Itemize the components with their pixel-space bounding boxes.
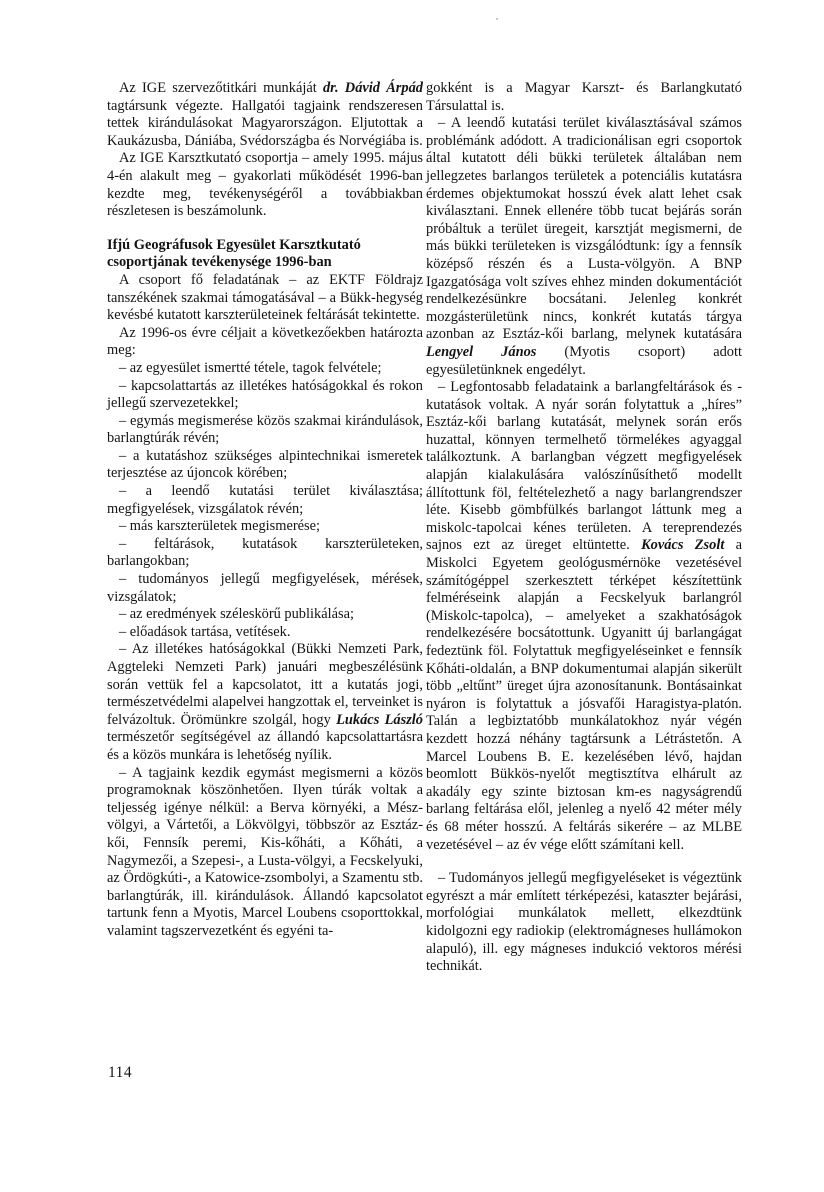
person-name: Kovács Zsolt <box>641 537 725 554</box>
section-heading: Ifjú Geográfusok Egyesület Karsztkutató csoportjának tevékenysége 1996-ban <box>107 236 361 271</box>
paragraph <box>107 80 423 150</box>
paragraph: Az 1996-os évre céljait a következőekben határozta meg: <box>107 324 423 359</box>
person-name: Lengyel János <box>426 343 537 360</box>
text-run: – A leendő kutatási terület kiválasztásával számos problémánk adódott. A tradicionálisan egri csoportok által kutatott déli bükki területek általában nem jellegzetes barlangos területek a potenciális kutatásra érdemes objektumokat hosszú évek alatt lehet csak kiválasztani. Ennek ellenére több tucat bejárás során próbáltuk a terület üregeit, karsztját megismerni, de más bükki területeken is vizsgálódtunk: így a fennsík középső részén és a Lusta-völgyön. A BNP Igazgatósága volt szíves ehhez minden dokumentációt rendelkezésünkre bocsátani. Jelenleg konkrét mozgásterületünk nincs, konkrét kutatás tárgya azonban az Esztáz-kői barlang, melynek kutatására <box>426 115 742 343</box>
scan-speck <box>496 18 498 20</box>
paragraph: gokként is a Magyar Karszt- és Barlangkutató Társulattal is. <box>426 80 742 114</box>
text-run: (Myotis csoport) adott egyesületünknek engedélyt. <box>426 343 742 378</box>
paragraph: Az IGE Karsztkutató csoportja – amely 1995. május 4-én alakult meg – gyakorlati működését 1996-ban kezdte meg, tevékenységéről a továbbiakban részletesen is beszámolunk. <box>107 150 423 220</box>
paragraph: A csoport fő feladatának – az EKTF Földrajz tanszékének szakmai támogatásával – a Bükk-hegység kevésbé kutatott karszterületeinek feltárását tekintette. <box>107 271 423 324</box>
person-name: Lukács László <box>336 711 424 728</box>
paragraph <box>426 115 742 379</box>
text-run: tagtársunk végezte. Hallgatói tagjaink rendszeresen tettek kirándulásokat Magyarországon. Eljutottak a Kaukázusba, Dániába, Svédországba és Norvégiába is. <box>107 97 423 149</box>
list-item: – a leendő kutatási terület kiválasztása; megfigyelések, vizsgálatok révén; <box>107 483 423 517</box>
text-run: Az IGE szervezőtitkári munkáját <box>119 80 323 96</box>
list-item: – más karszterületek megismerése; <box>119 518 320 535</box>
text-run: – Az illetékes hatóságokkal (Bükki Nemzeti Park, Aggteleki Nemzeti Park) januári megbeszélésünk során vettük fel a kapcsolatot, itt a kutatás jogi, természetvédelmi alapelvei hangzottak el, terveinket is felvázoltuk. Örömünkre szolgál, hogy <box>107 641 423 728</box>
goal-list <box>107 360 423 642</box>
list-item: – egymás megismerése közös szakmai kirándulások, barlangtúrák révén; <box>107 412 423 447</box>
right-column <box>426 80 742 976</box>
left-column <box>107 80 423 941</box>
text-run: – Legfontosabb feladataink a barlangfeltárások és -kutatások voltak. A nyár során folytattuk a „híres” Esztáz-kői barlang kutatását, melynek során erős huzattal, könnyen termelhető törmelékes agyaggal találkoztunk. A barlangban végzett megfigyelések alapján kialakulására valószínűsíthető modellt állítottunk föl, feltételezhető a nagy barlangrendszer léte. Kisebb gömbfülkés barlangot láttunk meg a miskolc-tapolcai kénes területen. A tereprendezés sajnos ezt az üreget eltüntette. <box>426 379 742 554</box>
paragraph: – Tudományos jellegű megfigyeléseket is végeztünk egyrészt a már említett térképezési, kataszter bejárási, morfológiai munkálatok mellett, elkezdtünk kidolgozni egy radiokip (elektromágneses hullámokon alapuló), ill. egy mágneses indukció vektoros mérési technikát. <box>426 870 742 975</box>
list-item: – feltárások, kutatások karszterületeken, barlangokban; <box>107 535 423 570</box>
person-name: dr. Dávid Árpád <box>322 80 423 96</box>
paragraph: – A tagjaink kezdik egymást megismerni a közös programoknak köszönhetően. Ilyen túrák voltak a teljesség igénye nélkül: a Berva környéki, a Mész-völgyi, a Vártetői, a Lökvölgyi, többször az Esztáz-kői, Fennsík peremi, Kis-kőháti, a Kőháti, a Nagymezői, a Szepesi-, a Lusta-völgyi, a Fecskelyuki, az Ördögkúti-, a Katowice-zsombolyi, a Szamentu stb. barlangtúrák, ill. kirándulások. Állandó kapcsolatot tartunk fenn a Myotis, Marcel Loubens csoporttokkal, valamint tagszervezetként és egyéni ta- <box>107 764 423 939</box>
page-number: 114 <box>108 1064 133 1081</box>
paragraph <box>107 641 423 764</box>
paragraph <box>426 379 742 854</box>
text-run: természetőr segítségével az állandó kapcsolattartásra és a közös munkára is lehetőség nyílik. <box>107 729 423 763</box>
list-item: – kapcsolattartás az illetékes hatóságokkal és rokon jellegű szervezetekkel; <box>107 377 423 412</box>
text-run: a Miskolci Egyetem geológusmérnöke vezetésével számítógéppel szerkesztett térképet készítettünk felméréseink alapján a Fecskelyuk barlangról (Miskolc-tapolca), – amelyeket a szakhatóságok rendelkezésére bocsátottunk. Ugyanitt új barlangágat fedeztünk föl. Folytattuk megfigyeléseinket e fennsík Kőháti-oldalán, a BNP dokumentumai alapján sikerült több „eltűnt” üreget újra azonosítanunk. Bontásainkat nyáron is folytattuk a jósvafői Haragistya-platón. Talán a legbiztatóbb munkálatokhoz nyár végén kezdett hozzá néhány tagtársunk a Létrástetőn. A Marcel Loubens B. E. kezelésében lévő, hajdan beomlott Bükkös-nyelőt megtisztítva elhárult az akadály egy szinte biztosan km-es nagyságrendű barlang feltárása elől, jelenleg a nyelő 42 méter mély és 68 méter hosszú. A feltárás sikerére – az MLBE vezetésével – az év vége előtt számítani kell. <box>426 537 743 853</box>
list-item: – az eredmények széleskörű publikálása; <box>119 606 354 623</box>
list-item: – tudományos jellegű megfigyelések, mérések, vizsgálatok; <box>107 571 423 605</box>
list-item: – a kutatáshoz szükséges alpintechnikai ismeretek terjesztése az újoncok körében; <box>107 447 423 482</box>
list-item: – előadások tartása, vetítések. <box>119 623 291 640</box>
list-item: – az egyesület ismertté tétele, tagok felvétele; <box>119 359 382 376</box>
